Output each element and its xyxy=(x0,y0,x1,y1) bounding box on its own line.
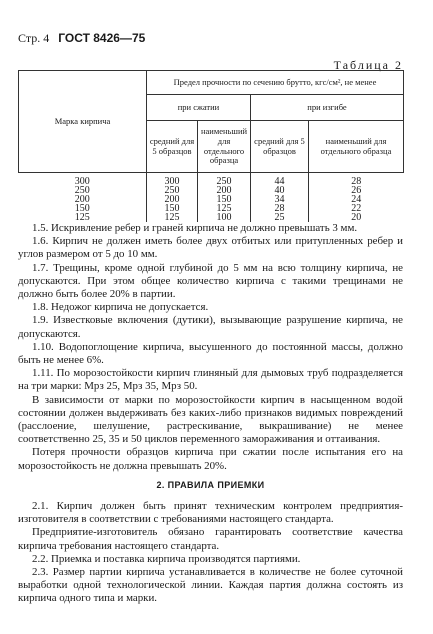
table-cell: 250 xyxy=(74,185,90,196)
table-cell: 28 xyxy=(309,173,404,187)
page-header xyxy=(18,31,145,46)
table-cell: 125 xyxy=(74,212,90,223)
header-compression: при сжатии xyxy=(147,95,251,121)
paragraph: 1.6. Кирпич не должен иметь более двух отбитых или притупленных ребер и углов размером от 5 до 10 мм. xyxy=(18,235,403,261)
strength-table xyxy=(18,70,403,222)
table-cell: 40 xyxy=(251,186,309,195)
paragraph: 1.8. Недожог кирпича не допускается. xyxy=(32,301,209,314)
table-cell: 125 xyxy=(147,213,198,222)
paragraph: Предприятие-изготовитель обязано гарантировать соответствие качества кирпича требования настоящего стандарта. xyxy=(18,526,403,552)
page-number: Стр. 4 xyxy=(18,31,50,45)
paragraph: 1.5. Искривление ребер и граней кирпича не должно превышать 3 мм. xyxy=(32,222,358,234)
paragraph: 1.7. Трещины, кроме одной глубиной до 5 мм на всю толщину кирпича, не допускаются. При этом общее количество кирпича с такими трещинами не должно быть более 20% в партии. xyxy=(18,261,403,301)
table-cell: 200 xyxy=(147,195,198,204)
table-row xyxy=(19,173,404,187)
table-cell: 25 xyxy=(251,213,309,222)
table-row xyxy=(19,213,404,222)
table-cell: 200 xyxy=(198,186,251,195)
header-compression-avg: средний для 5 образцов xyxy=(147,121,198,173)
table-cell: 200 xyxy=(74,194,90,205)
table-cell: 34 xyxy=(251,195,309,204)
table-cell: 150 xyxy=(74,203,90,214)
table-cell: 24 xyxy=(309,195,404,204)
paragraph: 1.11. По морозостойкости кирпич глиняный для дымовых труб подразделяется на три марки: Мрз 25, Мрз 35, Мрз 50. xyxy=(18,367,403,393)
table-cell: 44 xyxy=(251,173,309,187)
paragraph: 1.9. Известковые включения (дутики), вызывающие разрушение кирпича, не допускаются. xyxy=(18,314,403,340)
table-cell: 26 xyxy=(309,186,404,195)
standard-code: ГОСТ 8426—75 xyxy=(58,31,146,45)
table-cell: 300 xyxy=(147,173,198,187)
section-title: 2. ПРАВИЛА ПРИЕМКИ xyxy=(156,479,265,490)
header-bending-avg: средний для 5 образцов xyxy=(251,121,309,173)
table-cell: 300 xyxy=(74,176,90,187)
table-cell: 250 xyxy=(198,173,251,187)
table-cell: 150 xyxy=(198,195,251,204)
paragraph: 1.10. Водопоглощение кирпича, высушенного до постоянной массы, должно быть не менее 6%. xyxy=(18,340,403,367)
table-cell: 150 xyxy=(147,204,198,213)
table-cell: 20 xyxy=(309,213,404,222)
header-compression-min: наименьший для отдельного образца xyxy=(198,121,251,173)
header-bending-min: наименьший для отдельного образца xyxy=(309,121,404,173)
body-text xyxy=(18,222,403,606)
table-cell: 28 xyxy=(251,204,309,213)
table-cell: 250 xyxy=(147,186,198,195)
group-header: Предел прочности по сечению брутто, кгс/см², не менее xyxy=(147,71,404,95)
paragraph: Потеря прочности образцов кирпича при сжатии после испытания его на морозостойкость не должна превышать 20%. xyxy=(18,446,403,472)
paragraph: 2.1. Кирпич должен быть принят техническим контролем предприятия-изготовителя в соответствии с требованиями настоящего стандарта. xyxy=(18,500,403,526)
table-cell: 125 xyxy=(198,204,251,213)
paragraph: 2.3. Размер партии кирпича устанавливается в количестве не более суточной выработки одной технологической линии. Каждая партия должна состоять из кирпича одного типа и марки. xyxy=(18,566,403,605)
table-cell: 22 xyxy=(309,204,404,213)
table-cell: 100 xyxy=(198,213,251,222)
table-caption: Таблица 2 xyxy=(333,58,403,72)
col-header-brand: Марка кирпича xyxy=(19,71,147,173)
paragraph: 2.2. Приемка и поставка кирпича производятся партиями. xyxy=(32,552,301,565)
header-bending: при изгибе xyxy=(251,95,404,121)
paragraph: В зависимости от марки по морозостойкости кирпич в насыщенном водой состоянии должен выдерживать без каких-либо признаков видимых повреждений (расслоение, шелушение, растрескивание, выкрашивание) не менее соответственно 25, 35 и 50 циклов переменного замораживания и оттаивания. xyxy=(18,393,403,446)
